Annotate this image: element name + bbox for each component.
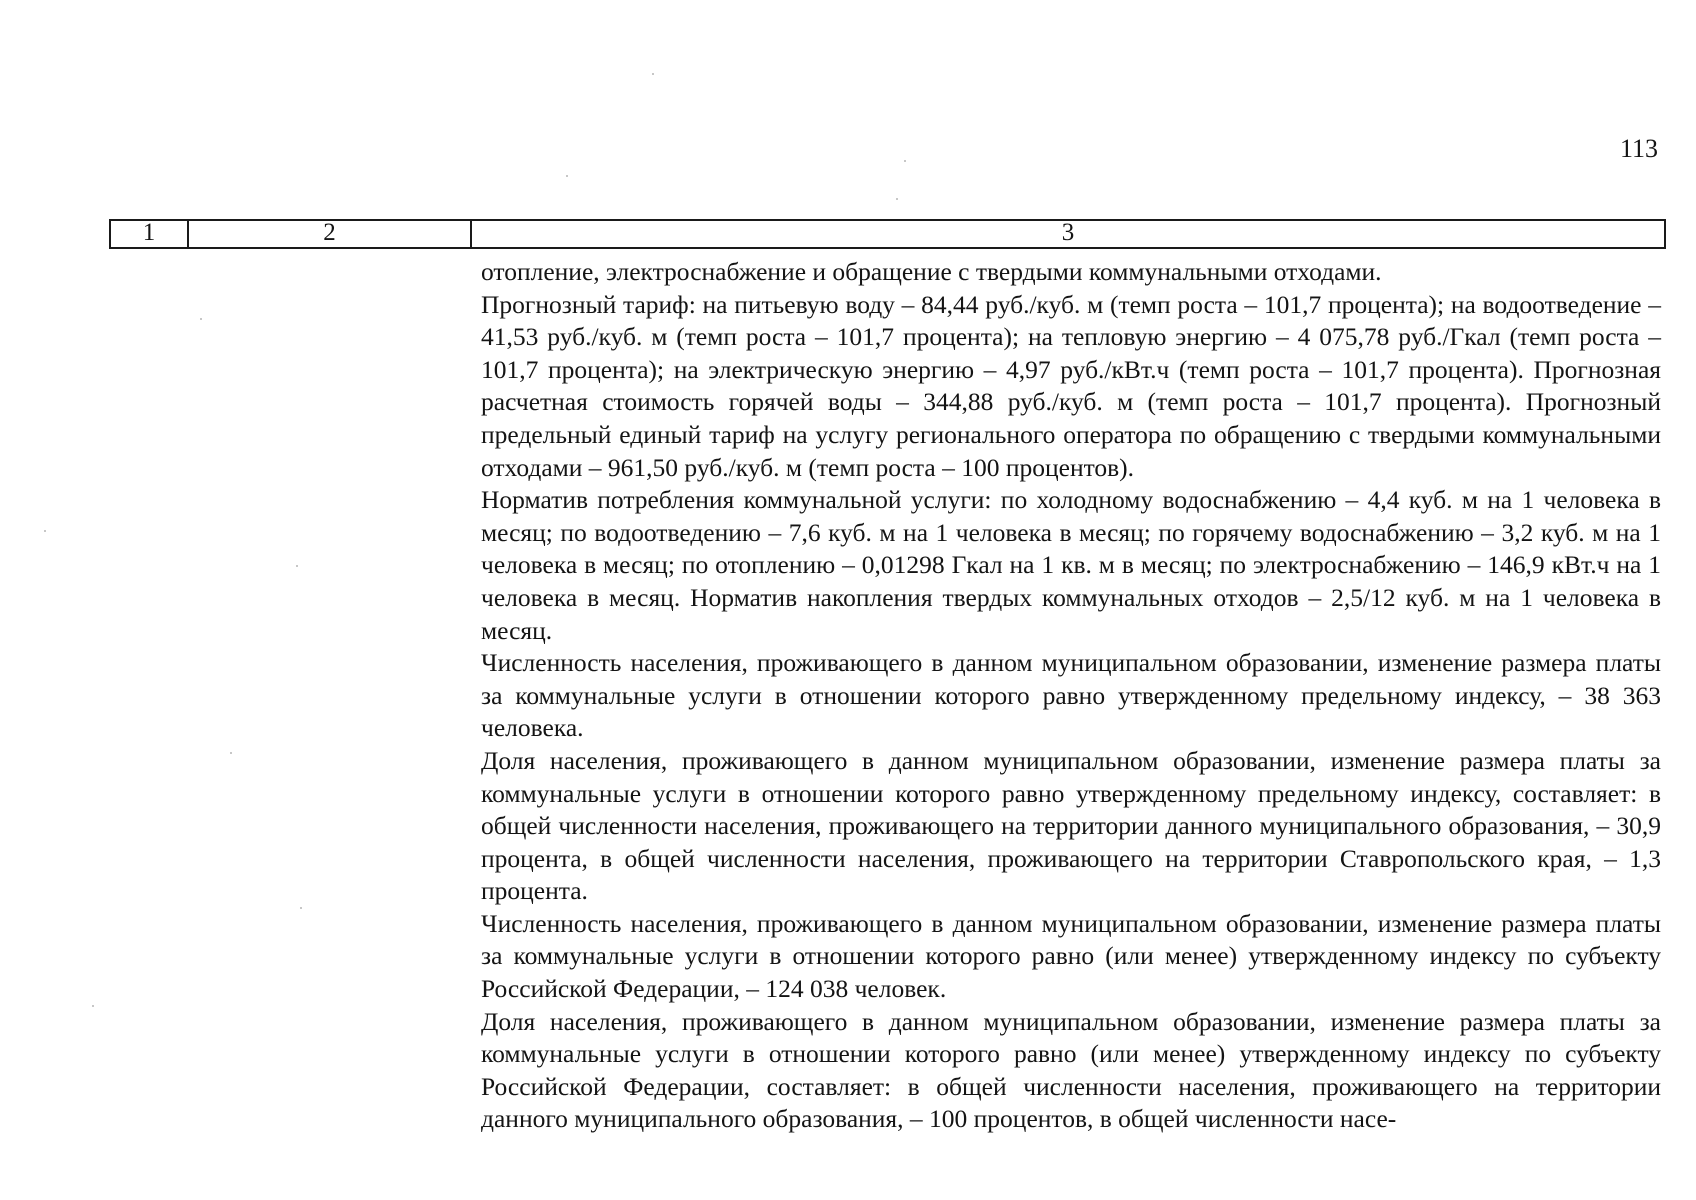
scan-speck xyxy=(904,160,906,162)
column-header-3: 3 xyxy=(471,220,1665,248)
page-number: 113 xyxy=(1619,134,1658,163)
paragraph-forecast-tariffs: Прогнозный тариф: на питьевую воду – 84,44 руб./куб. м (темп роста – 101,7 процента); на водоотведение – 41,53 руб./куб. м (темп роста – 101,7 процента); на тепловую энергию – 4 075,78 руб./Гкал (темп роста – 101,7 процента); на электрическую энергию – 4,97 руб./кВт.ч (темп роста – 101,7 процента). Прогнозная расчетная стоимость горячей воды – 344,88 руб./куб. м (темп роста – 101,7 процента). Прогнозный предельный единый тариф на услугу регионального оператора по обращению с твердыми коммунальными отходами – 961,50 руб./куб. м (темп роста – 100 процентов). xyxy=(481,289,1661,482)
column-3-text xyxy=(481,256,1661,1136)
column-header-1: 1 xyxy=(110,220,188,248)
paragraph-share-equal-index: Доля населения, проживающего в данном муниципальном образовании, изменение размера платы за коммунальные услуги в отношении которого равно утвержденному предельному индексу, составляет: в общей численности населения, проживающего на территории данного муниципального образования, – 30,9 процента, в общей численности населения, проживающего на территории Ставропольского края, – 1,3 процента. xyxy=(481,745,1661,906)
scan-speck xyxy=(896,198,898,200)
paragraph-share-equal-or-less: Доля населения, проживающего в данном муниципальном образовании, изменение размера платы за коммунальные услуги в отношении которого равно (или менее) утвержденному индексу по субъекту Российской Федерации, составляет: в общей численности населения, проживающего на территории данного муниципального образования, – 100 процентов, в общей численности насе- xyxy=(481,1006,1661,1134)
scan-speck xyxy=(92,1005,94,1007)
scan-speck xyxy=(652,73,654,75)
paragraph-consumption-norms: Норматив потребления коммунальной услуги: по холодному водоснабжению – 4,4 куб. м на 1 человека в месяц; по водоотведению – 7,6 куб. м на 1 человека в месяц; по горячему водоснабжению – 3,2 куб. м на 1 человека в месяц; по отоплению – 0,01298 Гкал на 1 кв. м в месяц; по электроснабжению – 146,9 кВт.ч на 1 человека в месяц. Норматив накопления твердых коммунальных отходов – 2,5/12 куб. м на 1 человека в месяц. xyxy=(481,485,1661,645)
scan-speck xyxy=(200,318,202,320)
paragraph-heating-continuation: отопление, электроснабжение и обращение с твердыми коммунальными отходами. xyxy=(481,257,1382,286)
scan-speck xyxy=(300,907,302,909)
scan-speck xyxy=(296,565,298,567)
scan-speck xyxy=(44,530,46,532)
paragraph-population-equal-index: Численность населения, проживающего в данном муниципальном образовании, изменение размера платы за коммунальные услуги в отношении которого равно утвержденному предельному индексу, – 38 363 человека. xyxy=(481,648,1661,743)
scan-speck xyxy=(230,752,232,754)
column-header-2: 2 xyxy=(188,220,471,248)
paragraph-population-equal-or-less: Численность населения, проживающего в данном муниципальном образовании, изменение размера платы за коммунальные услуги в отношении которого равно (или менее) утвержденному индексу по субъекту Российской Федерации, – 124 038 человек. xyxy=(481,908,1661,1004)
column-header-row xyxy=(109,219,1666,249)
scan-speck xyxy=(566,175,568,177)
